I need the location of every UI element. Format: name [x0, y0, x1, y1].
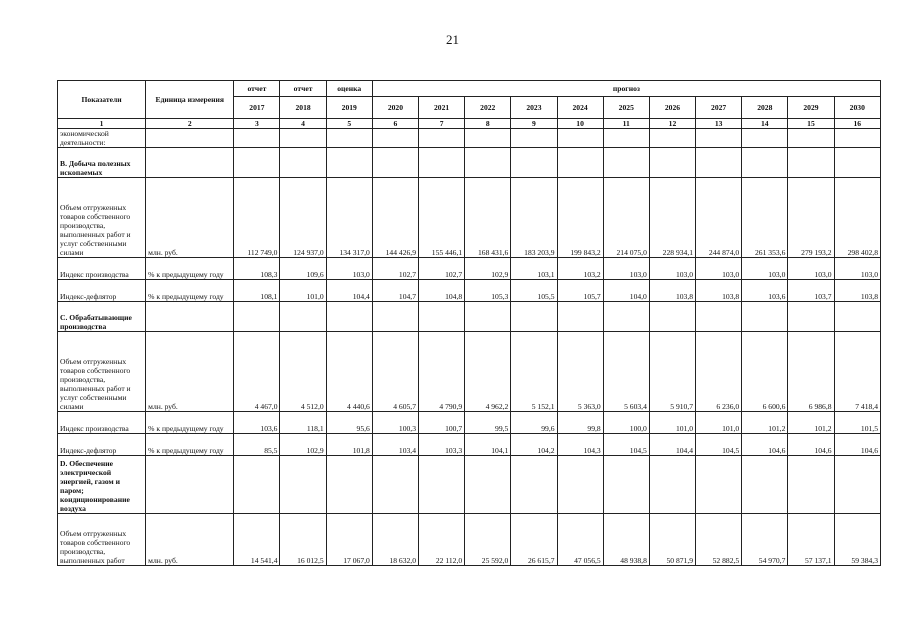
value-cell — [557, 129, 603, 148]
value-cell: 17 067,0 — [326, 514, 372, 566]
value-cell — [557, 148, 603, 178]
value-cell — [696, 456, 742, 514]
header-year: 2029 — [788, 97, 834, 119]
value-cell: 102,7 — [419, 258, 465, 280]
value-cell: 4 512,0 — [280, 332, 326, 412]
header-year: 2025 — [603, 97, 649, 119]
value-cell: 25 592,0 — [465, 514, 511, 566]
row-unit — [146, 148, 234, 178]
table-row — [58, 332, 881, 412]
value-cell: 183 203,9 — [511, 178, 557, 258]
value-cell — [280, 148, 326, 178]
value-cell — [649, 148, 695, 178]
table-row — [58, 258, 881, 280]
value-cell: 134 317,0 — [326, 178, 372, 258]
header-estimate: оценка — [326, 81, 372, 97]
value-cell — [603, 129, 649, 148]
value-cell — [603, 302, 649, 332]
row-label: Объем отгруженных товаров собственного производства, выполненных работ и услуг собственными силами — [58, 178, 146, 258]
value-cell: 199 843,2 — [557, 178, 603, 258]
table-row — [58, 412, 881, 434]
value-cell: 22 112,0 — [419, 514, 465, 566]
column-index-row — [58, 119, 881, 129]
value-cell: 144 426,9 — [372, 178, 418, 258]
column-index: 3 — [234, 119, 280, 129]
header-year: 2030 — [834, 97, 880, 119]
value-cell: 26 615,7 — [511, 514, 557, 566]
value-cell — [280, 456, 326, 514]
header-report-2017: отчет — [234, 81, 280, 97]
table-body — [58, 129, 881, 566]
value-cell — [372, 456, 418, 514]
value-cell — [788, 456, 834, 514]
value-cell — [372, 148, 418, 178]
table-row — [58, 129, 881, 148]
value-cell — [742, 456, 788, 514]
value-cell: 298 402,8 — [834, 178, 880, 258]
row-label: Индекс-дефлятор — [58, 280, 146, 302]
row-unit — [146, 456, 234, 514]
value-cell: 5 363,0 — [557, 332, 603, 412]
value-cell: 103,0 — [788, 258, 834, 280]
value-cell: 16 012,5 — [280, 514, 326, 566]
row-label: Объем отгруженных товаров собственного производства, выполненных работ и услуг собственными силами — [58, 332, 146, 412]
column-index: 8 — [465, 119, 511, 129]
value-cell: 101,5 — [834, 412, 880, 434]
value-cell — [419, 148, 465, 178]
column-index: 7 — [419, 119, 465, 129]
value-cell — [465, 129, 511, 148]
header-year: 2024 — [557, 97, 603, 119]
value-cell: 4 440,6 — [326, 332, 372, 412]
value-cell — [372, 129, 418, 148]
value-cell: 99,6 — [511, 412, 557, 434]
value-cell — [234, 456, 280, 514]
value-cell: 104,4 — [649, 434, 695, 456]
column-index: 16 — [834, 119, 880, 129]
table-row — [58, 434, 881, 456]
value-cell — [649, 302, 695, 332]
value-cell: 48 938,8 — [603, 514, 649, 566]
header-indicator: Показатели — [58, 81, 146, 119]
value-cell: 4 790,9 — [419, 332, 465, 412]
value-cell: 118,1 — [280, 412, 326, 434]
value-cell: 54 970,7 — [742, 514, 788, 566]
value-cell: 101,0 — [649, 412, 695, 434]
header-year: 2026 — [649, 97, 695, 119]
value-cell: 101,8 — [326, 434, 372, 456]
value-cell: 124 937,0 — [280, 178, 326, 258]
value-cell — [696, 148, 742, 178]
value-cell — [742, 302, 788, 332]
value-cell: 104,0 — [603, 280, 649, 302]
value-cell: 7 418,4 — [834, 332, 880, 412]
header-year: 2020 — [372, 97, 418, 119]
value-cell: 18 632,0 — [372, 514, 418, 566]
value-cell: 261 353,6 — [742, 178, 788, 258]
value-cell: 104,5 — [603, 434, 649, 456]
value-cell: 103,0 — [603, 258, 649, 280]
value-cell: 104,6 — [834, 434, 880, 456]
value-cell — [603, 148, 649, 178]
value-cell — [742, 129, 788, 148]
value-cell — [465, 148, 511, 178]
value-cell — [465, 456, 511, 514]
column-index: 2 — [146, 119, 234, 129]
value-cell — [603, 456, 649, 514]
value-cell: 168 431,6 — [465, 178, 511, 258]
value-cell: 103,3 — [419, 434, 465, 456]
value-cell: 103,0 — [696, 258, 742, 280]
row-label: Индекс производства — [58, 412, 146, 434]
value-cell: 104,6 — [788, 434, 834, 456]
value-cell: 104,3 — [557, 434, 603, 456]
section-label: D. Обеспечение электрической энергией, газом и паром; кондиционирование воздуха — [58, 456, 146, 514]
row-unit: млн. руб. — [146, 332, 234, 412]
value-cell: 105,5 — [511, 280, 557, 302]
header-year: 2018 — [280, 97, 326, 119]
column-index: 12 — [649, 119, 695, 129]
value-cell: 4 962,2 — [465, 332, 511, 412]
column-index: 1 — [58, 119, 146, 129]
row-unit: % к предыдущему году — [146, 412, 234, 434]
value-cell: 5 910,7 — [649, 332, 695, 412]
value-cell — [372, 302, 418, 332]
column-index: 15 — [788, 119, 834, 129]
value-cell — [511, 456, 557, 514]
table-row — [58, 514, 881, 566]
header-year: 2028 — [742, 97, 788, 119]
value-cell — [511, 129, 557, 148]
column-index: 9 — [511, 119, 557, 129]
value-cell — [326, 148, 372, 178]
value-cell — [326, 456, 372, 514]
value-cell — [696, 129, 742, 148]
section-label: B. Добыча полезных ископаемых — [58, 148, 146, 178]
value-cell: 103,0 — [834, 258, 880, 280]
page-number: 21 — [446, 32, 459, 47]
table-row — [58, 302, 881, 332]
value-cell — [280, 302, 326, 332]
value-cell: 50 871,9 — [649, 514, 695, 566]
value-cell — [557, 302, 603, 332]
column-index: 4 — [280, 119, 326, 129]
value-cell — [326, 129, 372, 148]
value-cell: 5 603,4 — [603, 332, 649, 412]
value-cell — [326, 302, 372, 332]
value-cell: 105,3 — [465, 280, 511, 302]
value-cell: 102,9 — [280, 434, 326, 456]
value-cell — [234, 148, 280, 178]
table-row — [58, 178, 881, 258]
row-label: Индекс-дефлятор — [58, 434, 146, 456]
value-cell: 102,7 — [372, 258, 418, 280]
header-year: 2023 — [511, 97, 557, 119]
value-cell: 99,5 — [465, 412, 511, 434]
value-cell: 4 605,7 — [372, 332, 418, 412]
header-year: 2017 — [234, 97, 280, 119]
value-cell — [834, 302, 880, 332]
value-cell — [742, 148, 788, 178]
value-cell: 103,0 — [742, 258, 788, 280]
value-cell: 6 600,6 — [742, 332, 788, 412]
row-unit: млн. руб. — [146, 178, 234, 258]
value-cell: 103,4 — [372, 434, 418, 456]
row-unit — [146, 302, 234, 332]
value-cell: 103,6 — [742, 280, 788, 302]
value-cell: 85,5 — [234, 434, 280, 456]
value-cell: 103,2 — [557, 258, 603, 280]
value-cell: 5 152,1 — [511, 332, 557, 412]
column-index: 14 — [742, 119, 788, 129]
value-cell: 47 056,5 — [557, 514, 603, 566]
value-cell: 95,6 — [326, 412, 372, 434]
value-cell — [557, 456, 603, 514]
value-cell — [834, 129, 880, 148]
header-report-2018: отчет — [280, 81, 326, 97]
value-cell: 99,8 — [557, 412, 603, 434]
value-cell — [696, 302, 742, 332]
value-cell — [834, 456, 880, 514]
value-cell: 6 986,8 — [788, 332, 834, 412]
column-index: 11 — [603, 119, 649, 129]
row-label: Объем отгруженных товаров собственного производства, выполненных работ — [58, 514, 146, 566]
value-cell — [234, 302, 280, 332]
value-cell — [419, 456, 465, 514]
header-year: 2019 — [326, 97, 372, 119]
value-cell: 109,6 — [280, 258, 326, 280]
value-cell: 108,1 — [234, 280, 280, 302]
value-cell: 104,5 — [696, 434, 742, 456]
value-cell: 103,8 — [834, 280, 880, 302]
value-cell — [788, 148, 834, 178]
row-unit: % к предыдущему году — [146, 434, 234, 456]
row-unit: млн. руб. — [146, 514, 234, 566]
value-cell: 103,0 — [649, 258, 695, 280]
table-row — [58, 456, 881, 514]
value-cell: 104,7 — [372, 280, 418, 302]
value-cell: 104,6 — [742, 434, 788, 456]
value-cell: 112 749,0 — [234, 178, 280, 258]
value-cell: 103,6 — [234, 412, 280, 434]
value-cell: 104,1 — [465, 434, 511, 456]
value-cell — [280, 129, 326, 148]
value-cell — [788, 302, 834, 332]
row-unit: % к предыдущему году — [146, 280, 234, 302]
value-cell: 105,7 — [557, 280, 603, 302]
value-cell — [649, 129, 695, 148]
column-index: 6 — [372, 119, 418, 129]
value-cell: 103,0 — [326, 258, 372, 280]
value-cell — [649, 456, 695, 514]
column-index: 5 — [326, 119, 372, 129]
value-cell — [511, 148, 557, 178]
value-cell: 103,8 — [649, 280, 695, 302]
value-cell: 104,8 — [419, 280, 465, 302]
value-cell: 101,2 — [788, 412, 834, 434]
value-cell — [419, 302, 465, 332]
column-index: 13 — [696, 119, 742, 129]
value-cell — [788, 129, 834, 148]
value-cell: 101,2 — [742, 412, 788, 434]
value-cell: 244 874,0 — [696, 178, 742, 258]
value-cell: 104,4 — [326, 280, 372, 302]
section-label: C. Обрабатывающие производства — [58, 302, 146, 332]
value-cell: 108,3 — [234, 258, 280, 280]
value-cell — [419, 129, 465, 148]
row-unit — [146, 129, 234, 148]
value-cell: 59 384,3 — [834, 514, 880, 566]
value-cell: 103,8 — [696, 280, 742, 302]
row-label: экономической деятельности: — [58, 129, 146, 148]
forecast-table — [57, 80, 881, 566]
table-row — [58, 148, 881, 178]
header-year: 2027 — [696, 97, 742, 119]
value-cell: 101,0 — [696, 412, 742, 434]
value-cell: 103,7 — [788, 280, 834, 302]
table-row — [58, 280, 881, 302]
value-cell: 228 934,1 — [649, 178, 695, 258]
value-cell: 6 236,0 — [696, 332, 742, 412]
header-unit: Единица измерения — [146, 81, 234, 119]
value-cell: 100,0 — [603, 412, 649, 434]
value-cell: 214 075,0 — [603, 178, 649, 258]
value-cell: 4 467,0 — [234, 332, 280, 412]
value-cell: 101,0 — [280, 280, 326, 302]
header-forecast: прогноз — [372, 81, 880, 97]
value-cell: 102,9 — [465, 258, 511, 280]
header-year: 2022 — [465, 97, 511, 119]
value-cell — [511, 302, 557, 332]
value-cell: 100,7 — [419, 412, 465, 434]
value-cell: 103,1 — [511, 258, 557, 280]
value-cell: 155 446,1 — [419, 178, 465, 258]
value-cell: 57 137,1 — [788, 514, 834, 566]
value-cell — [834, 148, 880, 178]
column-index: 10 — [557, 119, 603, 129]
value-cell: 104,2 — [511, 434, 557, 456]
header-year: 2021 — [419, 97, 465, 119]
row-unit: % к предыдущему году — [146, 258, 234, 280]
row-label: Индекс производства — [58, 258, 146, 280]
value-cell: 14 541,4 — [234, 514, 280, 566]
value-cell: 100,3 — [372, 412, 418, 434]
value-cell — [234, 129, 280, 148]
value-cell: 52 882,5 — [696, 514, 742, 566]
value-cell: 279 193,2 — [788, 178, 834, 258]
value-cell — [465, 302, 511, 332]
